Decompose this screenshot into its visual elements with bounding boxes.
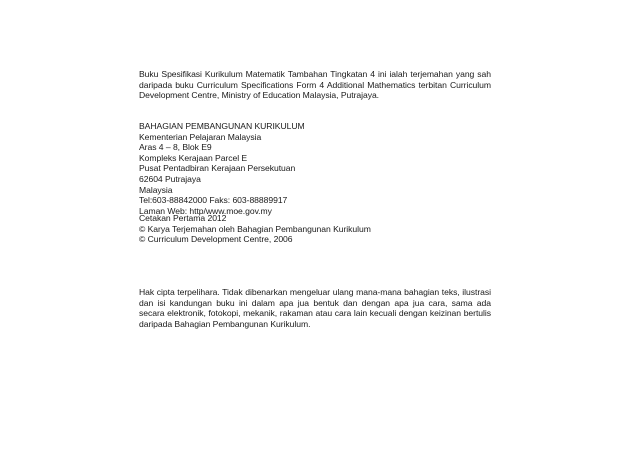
copyright-line: Hak cipta terpelihara. Tidak dibenarkan mengeluar ulang mana-mana bahagian teks, ilustrasi bbox=[139, 287, 491, 297]
copyright-line: daripada Bahagian Pembangunan Kurikulum. bbox=[139, 318, 311, 329]
address-line: Malaysia bbox=[139, 184, 173, 195]
contact-numbers: Tel:603-88842000 Faks: 603-88889917 bbox=[139, 195, 288, 206]
publisher-address bbox=[139, 121, 491, 216]
copyright-line: dan isi kandungan buku ini dalam apa jua bentuk dan dengan apa jua cara, sama ada bbox=[139, 297, 491, 308]
organisation-name: BAHAGIAN PEMBANGUNAN KURIKULUM bbox=[139, 121, 305, 131]
address-line: 62604 Putrajaya bbox=[139, 173, 201, 184]
notice-line: daripada buku Curriculum Specifications Form 4 Additional Mathematics terbitan Curriculum bbox=[139, 79, 491, 90]
copyright-line: secara elektronik, fotokopi, mekanik, rakaman atau cara lain kecuali dengan keizinan bertulis bbox=[139, 308, 491, 319]
notice-line: Buku Spesifikasi Kurikulum Matematik Tambahan Tingkatan 4 ini ialah terjemahan yang sah bbox=[139, 69, 491, 79]
notice-line: Development Centre, Ministry of Education Malaysia, Putrajaya. bbox=[139, 90, 380, 101]
copyright-notice bbox=[139, 287, 491, 329]
address-line: Kementerian Pelajaran Malaysia bbox=[139, 131, 262, 142]
original-credit: © Curriculum Development Centre, 2006 bbox=[139, 234, 293, 245]
edition-line: Cetakan Pertama 2012 bbox=[139, 213, 227, 223]
printing-info bbox=[139, 213, 491, 245]
translation-notice bbox=[139, 69, 491, 101]
translation-credit: © Karya Terjemahan oleh Bahagian Pembangunan Kurikulum bbox=[139, 223, 371, 234]
address-line: Kompleks Kerajaan Parcel E bbox=[139, 152, 248, 163]
address-line: Aras 4 – 8, Blok E9 bbox=[139, 142, 212, 153]
website: Laman Web: http/www.moe.gov.my bbox=[139, 205, 272, 216]
address-line: Pusat Pentadbiran Kerajaan Persekutuan bbox=[139, 163, 296, 174]
